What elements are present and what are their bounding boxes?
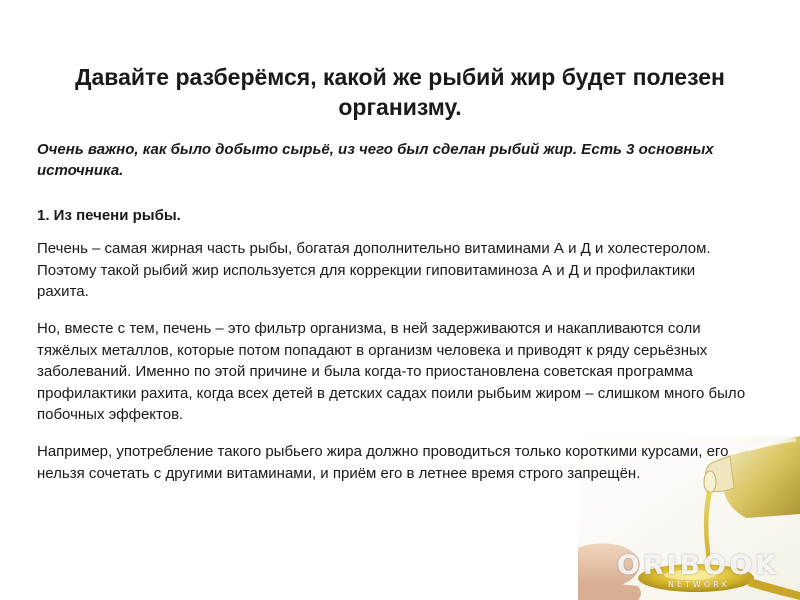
paragraph-liver-description: Печень – самая жирная часть рыбы, богатая дополнительно витаминами А и Д и холестеролом. Поэтому такой рыбий жир используется для коррекции гиповитаминоза А и Д и профилактики рахита. <box>37 240 711 300</box>
section-heading: 1. Из печени рыбы. <box>37 207 181 224</box>
watermark <box>598 552 798 590</box>
intro-text: Очень важно, как было добыто сырьё, из чего был сделан рыбий жир. Есть 3 основных источника. <box>37 141 714 179</box>
watermark-sub: NETWORK <box>668 580 730 589</box>
slide-title: Давайте разберёмся, какой же рыбий жир будет полезен организму. <box>75 64 725 120</box>
paragraph-liver-risks: Но, вместе с тем, печень – это фильтр организма, в ней задерживаются и накапливаются соли тяжёлых металлов, которые потом попадают в организм человека и приводят к ряду серьёзных заболеваний. Именно по этой причине и была когда-то приостановлена советская программа профилактики рахита, когда всех детей в детских садах поили рыбьим жиром – слишком много было побочных эффектов. <box>37 320 746 423</box>
paragraph-usage-example: Например, употребление такого рыбьего жира должно проводиться только короткими курсами, его нельзя сочетать с другими витаминами, и приём его в летнее время строго запрещён. <box>37 443 729 482</box>
watermark-logo: ORIBOOK <box>616 550 780 581</box>
